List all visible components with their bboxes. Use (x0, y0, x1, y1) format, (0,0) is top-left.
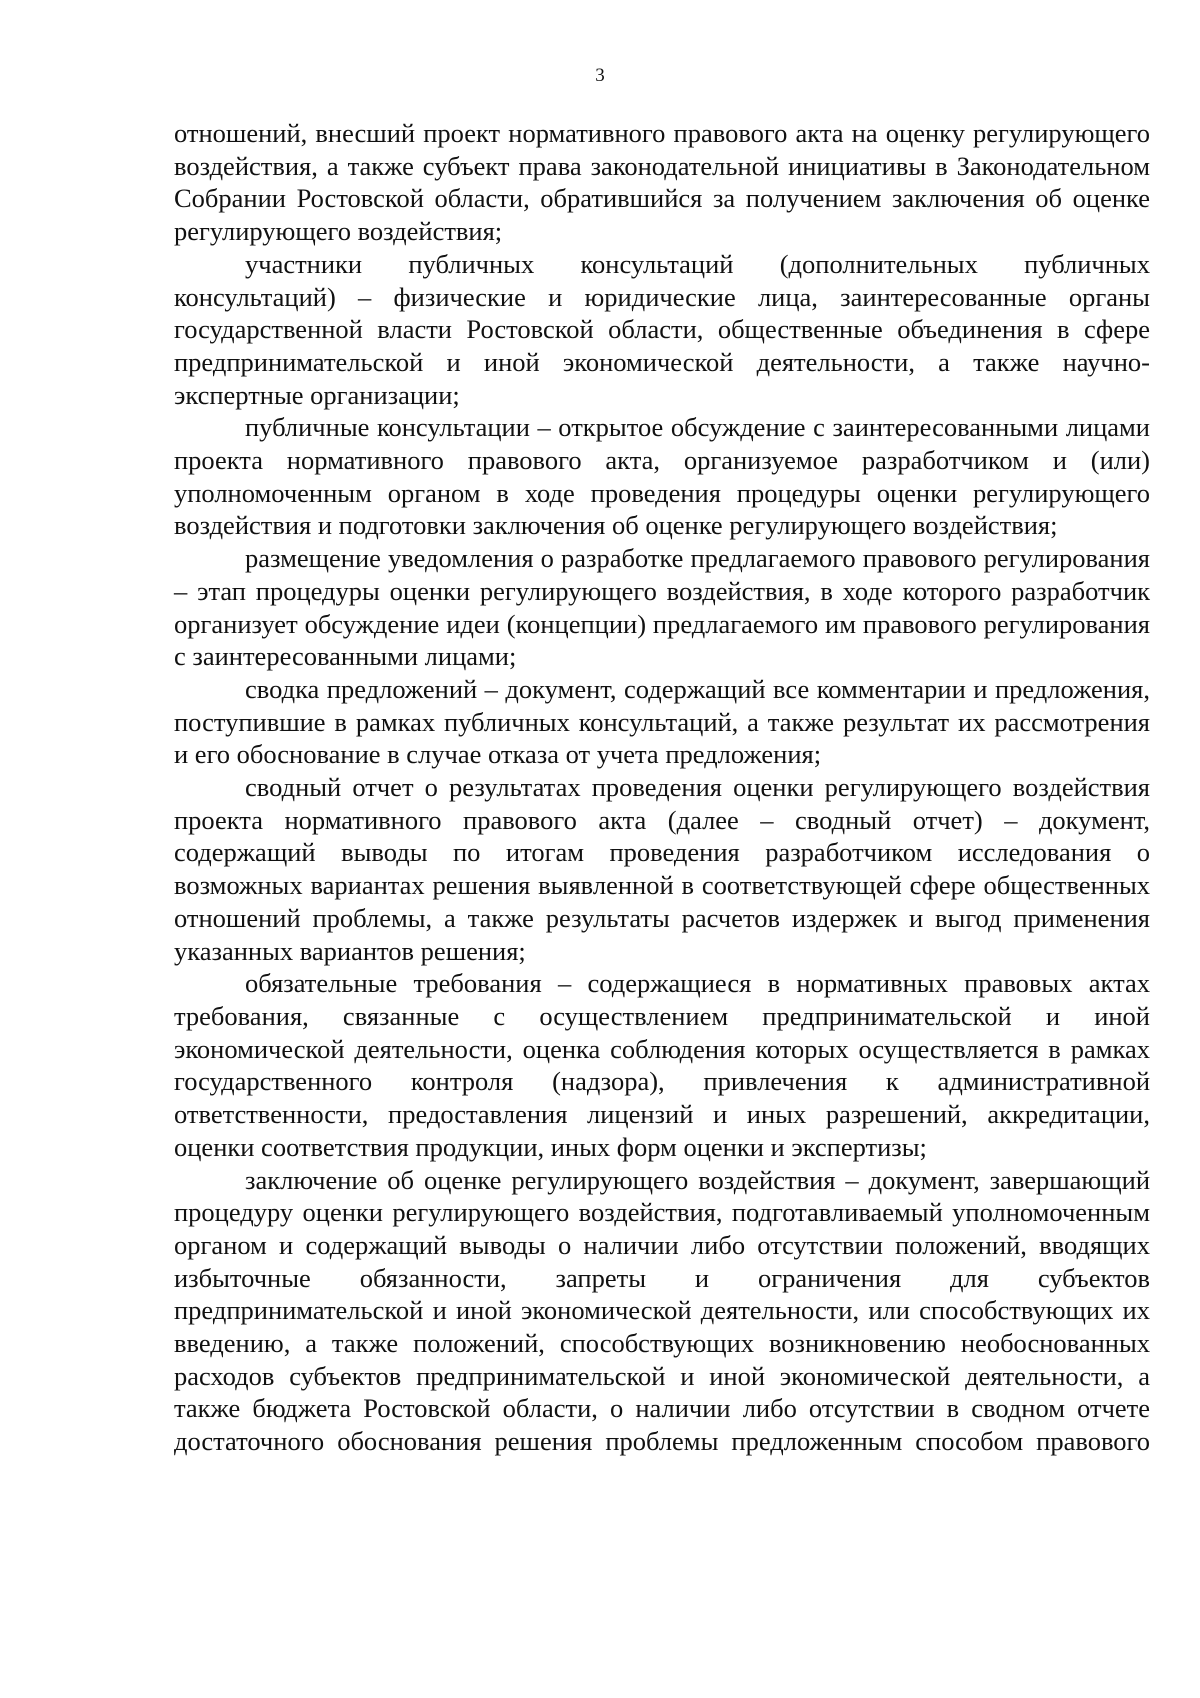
paragraph-7: обязательные требования – содержащиеся в нормативных правовых актах требования, связанные с осуществлением предпринимательской и иной экономической деятельности, оценка соблюдения которых осуществляется в рамках государственного контроля (надзора), привлечения к административной ответственности, предоставления лицензий и иных разрешений, аккредитации, оценки соответствия продукции, иных форм оценки и экспертизы; (174, 968, 1150, 1162)
paragraph-6: сводный отчет о результатах проведения оценки регулирующего воздействия проекта нормативного правового акта (далее – сводный отчет) – документ, содержащий выводы по итогам проведения разработчиком исследования о возможных вариантах решения выявленной в соответствующей сфере общественных отношений проблемы, а также результаты расчетов издержек и выгод применения указанных вариантов решения; (174, 772, 1150, 966)
paragraph-4: размещение уведомления о разработке предлагаемого правового регулирования – этап процедуры оценки регулирующего воздействия, в ходе которого разработчик организует обсуждение идеи (концепции) предлагаемого им правового регулирования с заинтересованными лицами; (174, 543, 1150, 672)
paragraph-3: публичные консультации – открытое обсуждение с заинтересованными лицами проекта нормативного правового акта, организуемое разработчиком и (или) уполномоченным органом в ходе проведения процедуры оценки регулирующего воздействия и подготовки заключения об оценке регулирующего воздействия; (174, 412, 1150, 541)
paragraph-2: участники публичных консультаций (дополнительных публичных консультаций) – физические и юридические лица, заинтересованные органы государственной власти Ростовской области, общественные объединения в сфере предпринимательской и иной экономической деятельности, а также научно-экспертные организации; (174, 248, 1150, 410)
paragraph-5: сводка предложений – документ, содержащий все комментарии и предложения, поступившие в рамках публичных консультаций, а также результат их рассмотрения и его обоснование в случае отказа от учета предложения; (174, 673, 1150, 770)
paragraph-8: заключение об оценке регулирующего воздействия – документ, завершающий процедуру оценки регулирующего воздействия, подготавливаемый уполномоченным органом и содержащий выводы о наличии либо отсутствии положений, вводящих избыточные обязанности, запреты и ограничения для субъектов предпринимательской и иной экономической деятельности, или способствующих их введению, а также положений, способствующих возникновению необоснованных расходов субъектов предпринимательской и иной экономической деятельности, а также бюджета Ростовской области, о наличии либо отсутствии в сводном отчете достаточного обоснования решения проблемы предложенным способом правового (174, 1164, 1150, 1457)
paragraph-1: отношений, внесший проект нормативного правового акта на оценку регулирующего воздействия, а также субъект права законодательной инициативы в Законодательном Собрании Ростовской области, обратившийся за получением заключения об оценке регулирующего воздействия; (174, 118, 1150, 247)
document-body (174, 117, 1150, 1458)
page-number: 3 (595, 65, 605, 86)
